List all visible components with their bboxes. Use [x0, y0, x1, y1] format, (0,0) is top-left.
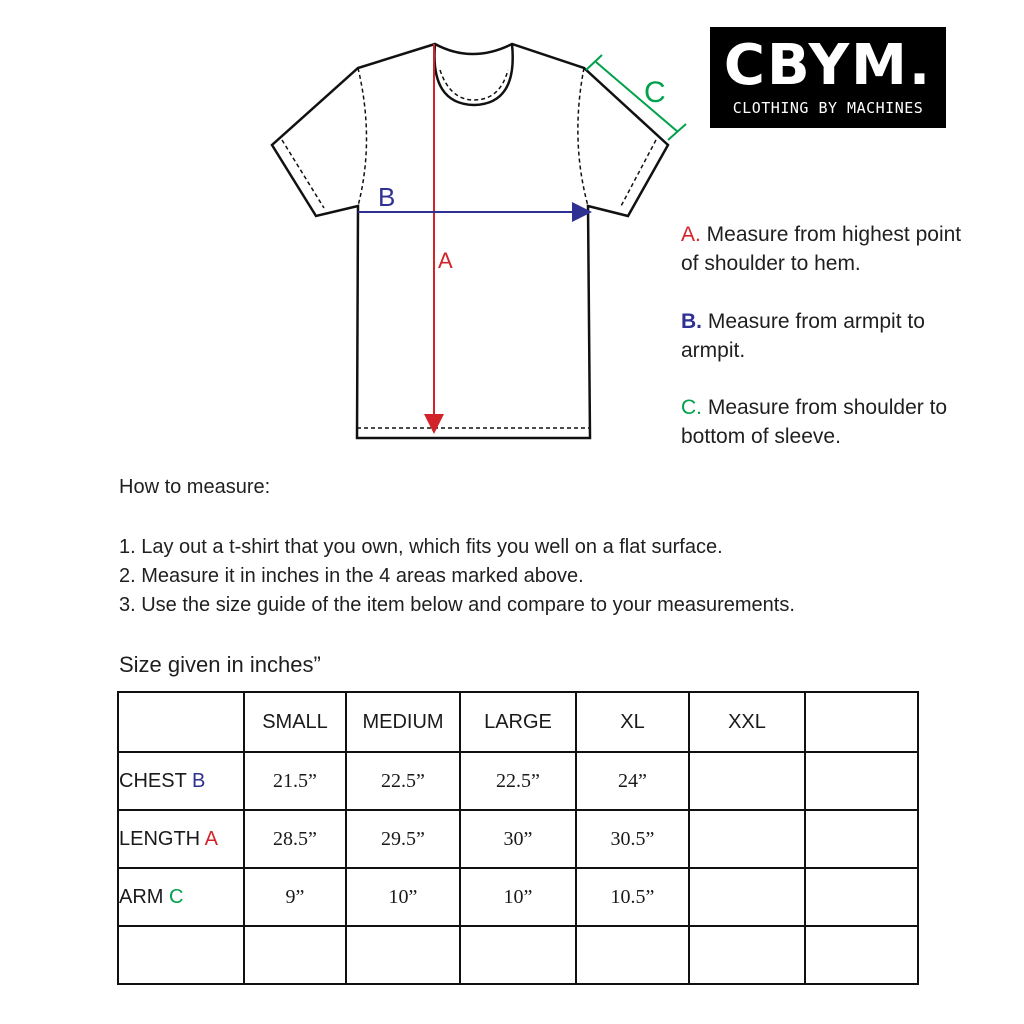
table-cell: 10” [346, 868, 460, 926]
cbym-logo [710, 27, 946, 128]
instruction-key: B. [681, 310, 702, 333]
table-caption: Size given in inches” [119, 652, 321, 677]
measure-c-label: C [644, 76, 666, 109]
measure-b-label: B [378, 182, 396, 212]
row-label: LENGTH A [118, 810, 244, 868]
table-cell [689, 810, 805, 868]
table-cell [805, 810, 918, 868]
instruction-a [681, 220, 981, 278]
table-cell [689, 752, 805, 810]
logo-subtitle: CLOTHING BY MACHINES [732, 99, 924, 117]
instruction-text: Measure from highest point of shoulder to hem. [681, 223, 962, 275]
table-cell [689, 868, 805, 926]
header-cell: XXL [689, 692, 805, 752]
how-to-steps [119, 533, 795, 620]
table-cell [244, 926, 346, 984]
table-row [118, 752, 918, 810]
table-cell [346, 926, 460, 984]
table-row [118, 810, 918, 868]
table-row [118, 926, 918, 984]
instruction-text: Measure from shoulder to bottom of sleeve. [681, 396, 948, 448]
table-cell [805, 868, 918, 926]
row-label: CHEST B [118, 752, 244, 810]
header-cell: MEDIUM [346, 692, 460, 752]
table-cell: 30” [460, 810, 576, 868]
step-item: 2. Measure it in inches in the 4 areas marked above. [119, 565, 584, 587]
how-to-title: How to measure: [119, 476, 271, 498]
table-cell: 9” [244, 868, 346, 926]
header-row [118, 692, 918, 752]
size-table [117, 691, 919, 985]
header-cell [805, 692, 918, 752]
table-cell [576, 926, 689, 984]
collar-stitch [440, 70, 508, 100]
table-cell [805, 752, 918, 810]
instruction-b [681, 307, 981, 365]
step-item: 1. Lay out a t-shirt that you own, which fits you well on a flat surface. [119, 536, 723, 558]
step-item: 3. Use the size guide of the item below and compare to your measurements. [119, 594, 795, 616]
header-cell: LARGE [460, 692, 576, 752]
table-cell [805, 926, 918, 984]
table-cell: 24” [576, 752, 689, 810]
tshirt-outline [272, 44, 668, 438]
instruction-key: A. [681, 223, 701, 246]
table-cell: 28.5” [244, 810, 346, 868]
instruction-key: C. [681, 396, 702, 419]
logo-mark: CBYM. [723, 33, 933, 98]
table-cell: 21.5” [244, 752, 346, 810]
instruction-c [681, 393, 981, 451]
header-cell: SMALL [244, 692, 346, 752]
table-cell: 22.5” [460, 752, 576, 810]
instruction-text: Measure from armpit to armpit. [681, 310, 925, 362]
table-cell: 29.5” [346, 810, 460, 868]
table-cell [689, 926, 805, 984]
table-row [118, 868, 918, 926]
measure-a-label: A [438, 248, 453, 273]
table-cell: 30.5” [576, 810, 689, 868]
measure-c-line [596, 62, 678, 132]
header-cell [118, 692, 244, 752]
row-label: ARM C [118, 868, 244, 926]
header-cell: XL [576, 692, 689, 752]
table-cell: 10” [460, 868, 576, 926]
table-cell: 22.5” [346, 752, 460, 810]
table-cell: 10.5” [576, 868, 689, 926]
row-label [118, 926, 244, 984]
table-cell [460, 926, 576, 984]
